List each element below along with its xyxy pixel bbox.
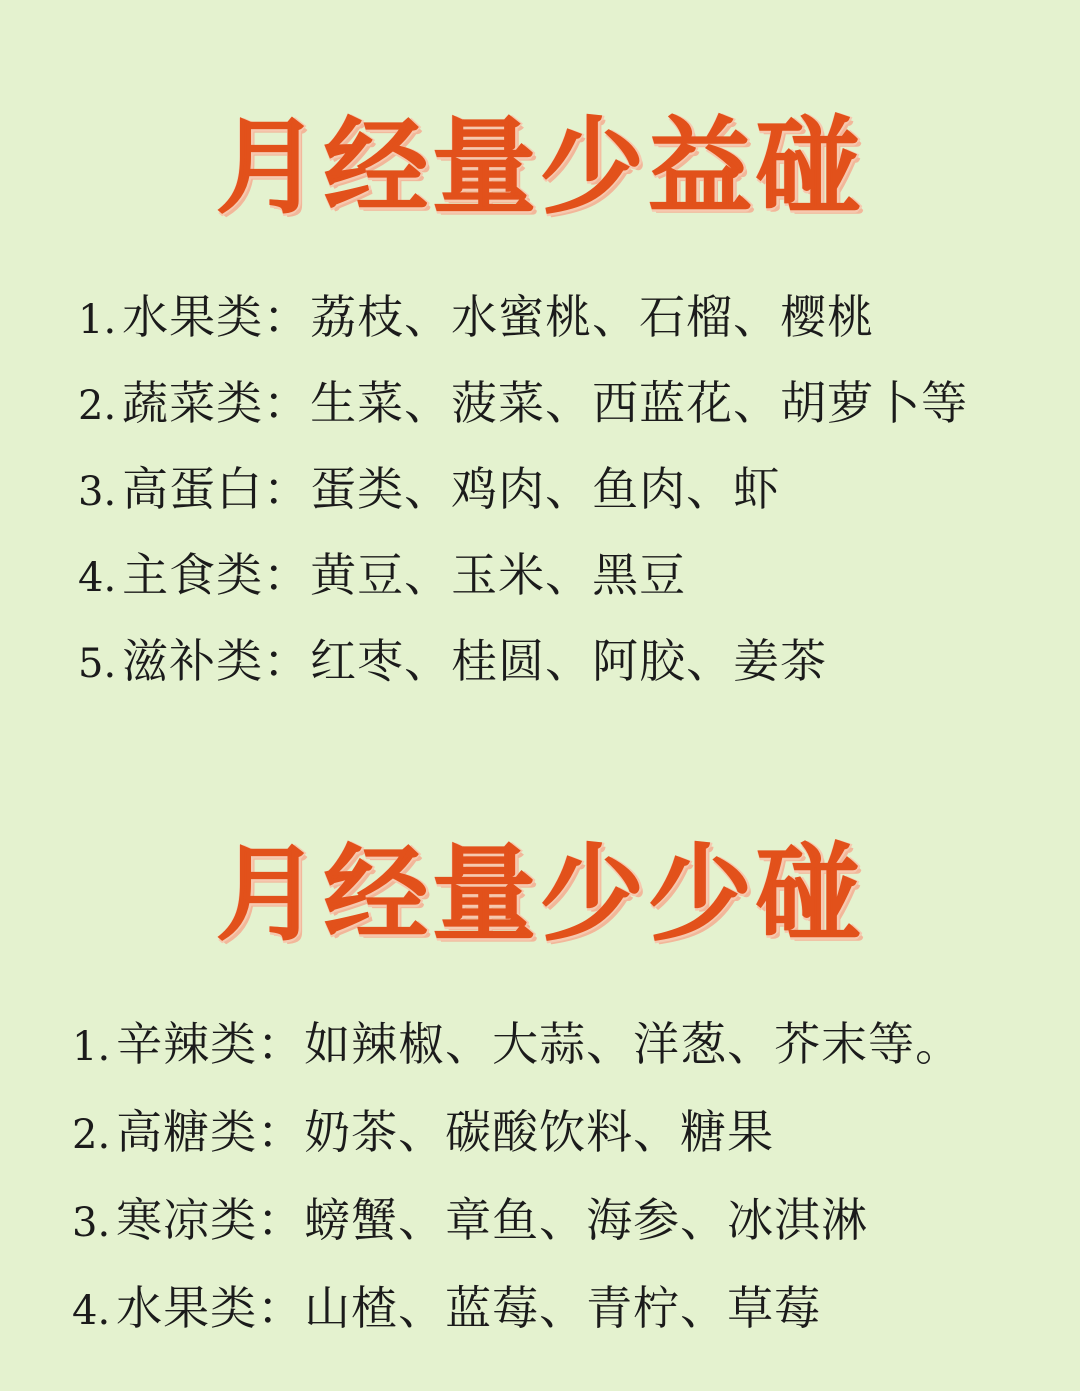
list-item-label: 高糖类：奶茶、碳酸饮料、糖果 (116, 1105, 775, 1160)
list-item (78, 547, 1080, 602)
list-item-label: 主食类：黄豆、玉米、黑豆 (122, 547, 687, 602)
list-item (72, 1017, 1080, 1072)
list-item-label: 蔬菜类：生菜、菠菜、西蓝花、胡萝卜等 (122, 375, 969, 430)
list-item-label: 辛辣类：如辣椒、大蒜、洋葱、芥末等。 (116, 1017, 963, 1072)
list-item-index: 2. (72, 1112, 111, 1159)
list-item (72, 1105, 1080, 1160)
section-avoid-list (0, 1017, 1080, 1336)
list-item (72, 1193, 1080, 1248)
list-item-index: 1. (72, 1024, 111, 1071)
list-item (78, 633, 1080, 688)
list-item-index: 2. (78, 382, 117, 429)
list-item-label: 寒凉类：螃蟹、章鱼、海参、冰淇淋 (116, 1193, 869, 1248)
section-good-title: 月经量少益碰 (215, 105, 864, 228)
list-item-label: 高蛋白：蛋类、鸡肉、鱼肉、虾 (122, 461, 781, 516)
section-avoid-title: 月经量少少碰 (215, 833, 864, 956)
list-item (78, 375, 1080, 430)
list-item-index: 3. (72, 1200, 111, 1247)
poster-page (0, 70, 1080, 1391)
section-divider-space (0, 724, 1080, 758)
list-item-index: 1. (78, 296, 117, 343)
list-item-index: 3. (78, 468, 117, 515)
list-item-index: 5. (78, 640, 117, 687)
list-item (78, 461, 1080, 516)
list-item (78, 289, 1080, 344)
list-item-label: 水果类：荔枝、水蜜桃、石榴、樱桃 (122, 289, 875, 344)
list-item-index: 4. (78, 554, 117, 601)
list-item-label: 滋补类：红枣、桂圆、阿胶、姜茶 (122, 633, 828, 688)
section-good-list (0, 289, 1080, 688)
list-item (72, 1281, 1080, 1336)
list-item-index: 4. (72, 1288, 111, 1335)
list-item-label: 水果类：山楂、蓝莓、青柠、草莓 (116, 1281, 822, 1336)
